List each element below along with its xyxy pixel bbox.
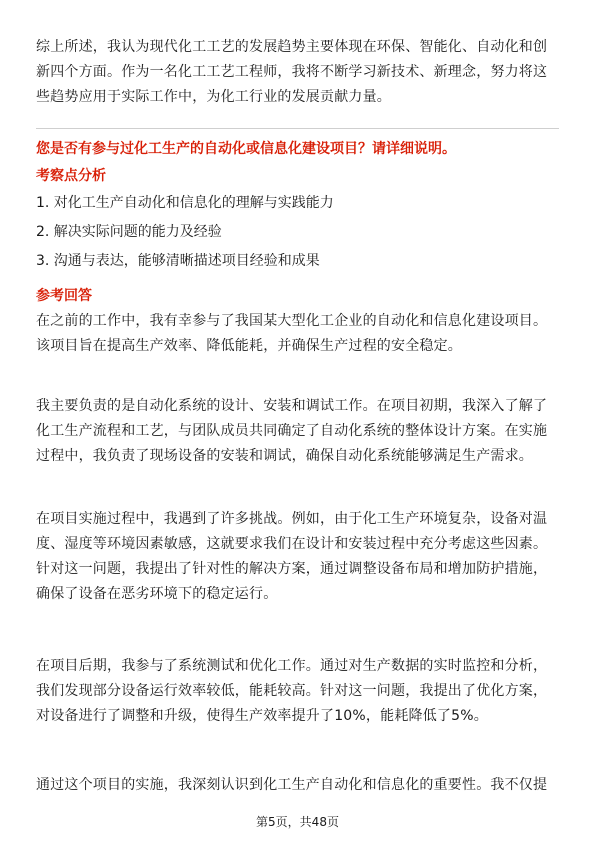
page-number: 第5页，共48页 [256, 815, 339, 829]
answer-paragraph-3: 在项目实施过程中，我遇到了许多挑战。例如，由于化工生产环境复杂，设备对温 度、湿度等环境因素敏感，这就要求我们在设计和安装过程中充分考虑这些因素。 针对这一问题，我提出了针对性的解决方案，通过调整设备布局和增加防护措施， 确保了设备在恶劣环境下的稳定运行。 [36, 511, 548, 602]
answer-heading: 参考回答 [36, 288, 92, 304]
analysis-point-2: 2. 解决实际问题的能力及经验 [36, 224, 222, 240]
answer-paragraph-5: 通过这个项目的实施，我深刻认识到化工生产自动化和信息化的重要性。我不仅提 [36, 777, 548, 793]
analysis-point-3: 3. 沟通与表达，能够清晰描述项目经验和成果 [36, 253, 320, 269]
interview-question: 您是否有参与过化工生产的自动化或信息化建设项目？请详细说明。 [36, 141, 456, 157]
analysis-point-1: 1. 对化工生产自动化和信息化的理解与实践能力 [36, 195, 334, 211]
analysis-heading: 考察点分析 [36, 168, 106, 184]
section-divider [36, 128, 559, 129]
answer-paragraph-1: 在之前的工作中，我有幸参与了我国某大型化工企业的自动化和信息化建设项目。 该项目旨在提高生产效率、降低能耗，并确保生产过程的安全稳定。 [36, 313, 548, 354]
answer-paragraph-4: 在项目后期，我参与了系统测试和优化工作。通过对生产数据的实时监控和分析， 我们发现部分设备运行效率较低，能耗较高。针对这一问题，我提出了优化方案， 对设备进行了调整和升级，使得生产效率提升了10%，能耗降低了5%。 [36, 658, 548, 724]
answer-paragraph-2: 我主要负责的是自动化系统的设计、安装和调试工作。在项目初期，我深入了解了 化工生产流程和工艺，与团队成员共同确定了自动化系统的整体设计方案。在实施 过程中，我负责了现场设备的安装和调试，确保自动化系统能够满足生产需求。 [36, 398, 548, 464]
intro-paragraph: 综上所述，我认为现代化工工艺的发展趋势主要体现在环保、智能化、自动化和创 新四个方面。作为一名化工工艺工程师，我将不断学习新技术、新理念，努力将这 些趋势应用于实际工作中，为化工行业的发展贡献力量。 [36, 39, 548, 105]
